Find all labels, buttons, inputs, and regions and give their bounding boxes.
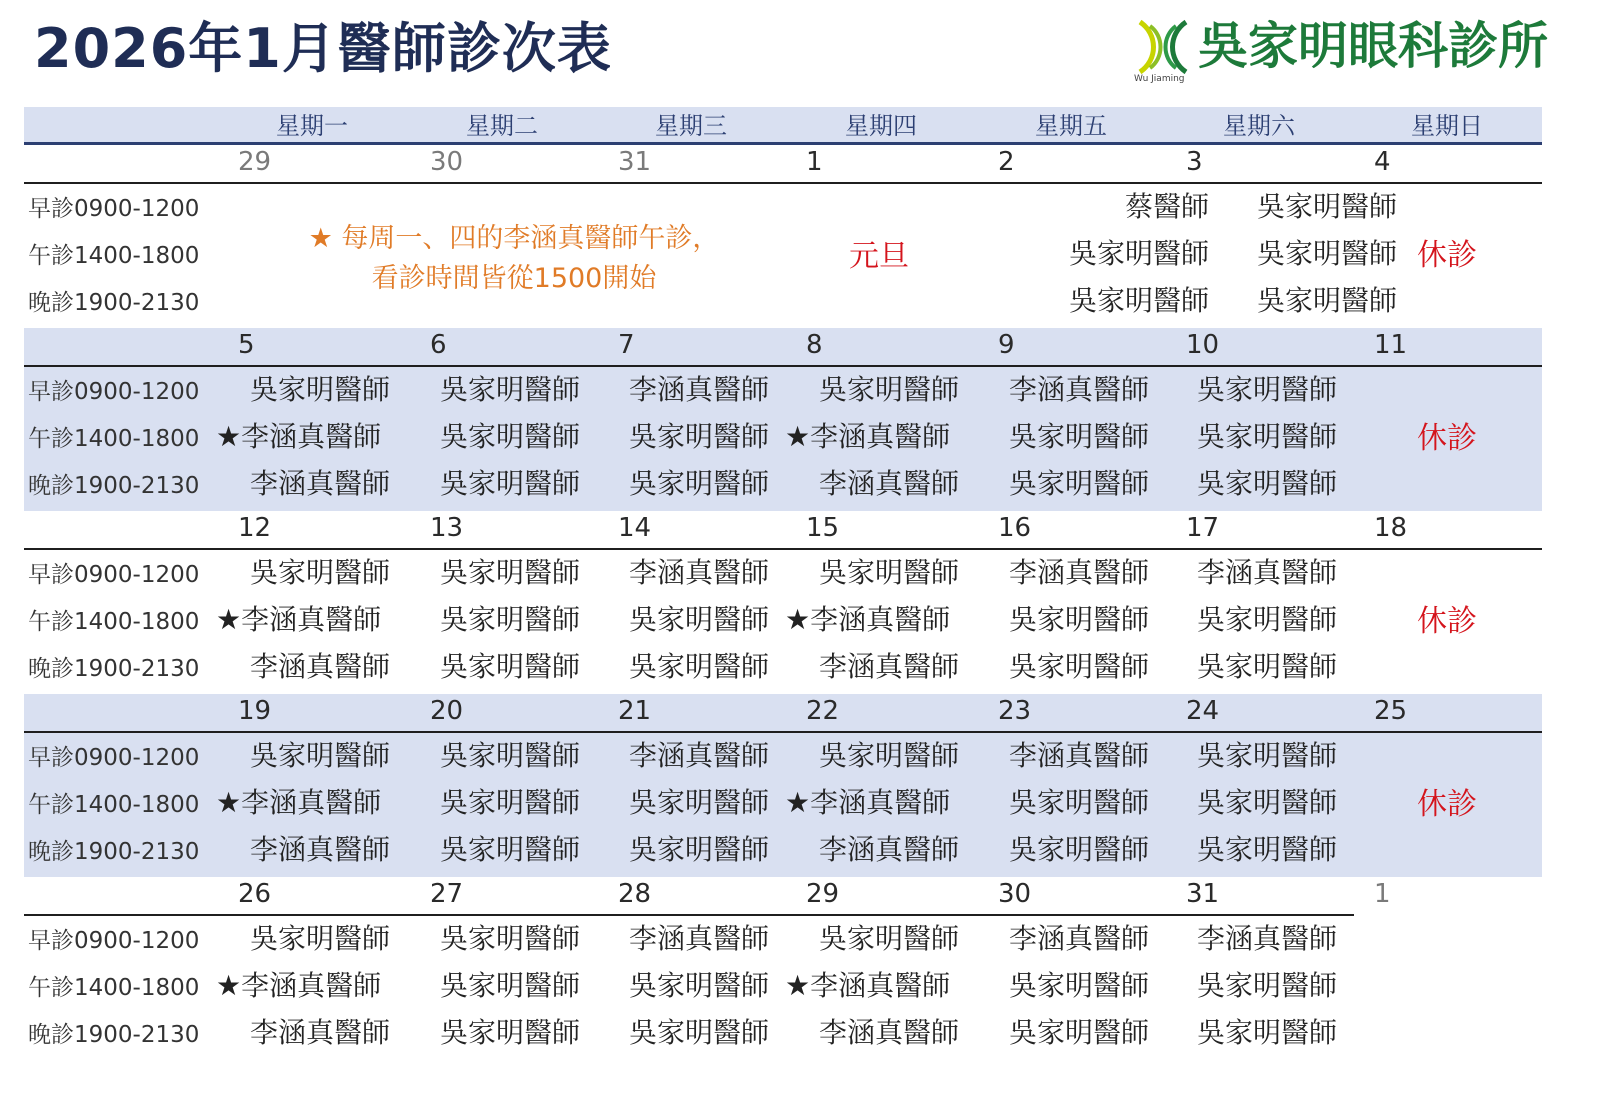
doctor-cell: 吳家明醫師 (1256, 237, 1397, 270)
doctor-cell: 吳家明醫師 (440, 603, 581, 636)
date-number: 22 (806, 696, 840, 726)
session-label: 晚診1900-2130 (28, 473, 200, 499)
doctor-cell: 吳家明醫師 (1197, 650, 1338, 683)
doctor-cell: 李涵真醫師 (629, 739, 770, 772)
doctor-cell: 吳家明醫師 (1009, 969, 1150, 1002)
session-label: 午診1400-1800 (28, 609, 200, 635)
date-number: 30 (430, 147, 464, 177)
doctor-cell: 吳家明醫師 (250, 922, 391, 955)
doctor-cell: 吳家明醫師 (1197, 786, 1338, 819)
doctor-cell: 李涵真醫師 (250, 833, 391, 866)
starred-doctor-cell: ★李涵真醫師 (785, 420, 951, 453)
date-number: 3 (1186, 147, 1203, 177)
clinic-logo-subtitle: Wu Jiaming (1134, 74, 1185, 84)
weekday-header-1: 星期一 (276, 112, 348, 140)
doctor-cell: 李涵真醫師 (250, 467, 391, 500)
date-number: 12 (238, 513, 272, 543)
date-number: 28 (618, 879, 652, 909)
sunday-closed-label: 休診 (1417, 787, 1477, 822)
date-number: 23 (998, 696, 1032, 726)
doctor-cell: 吳家明醫師 (1197, 739, 1338, 772)
date-number: 16 (998, 513, 1032, 543)
session-label: 晚診1900-2130 (28, 656, 200, 682)
starred-doctor-cell: ★李涵真醫師 (785, 603, 951, 636)
doctor-cell: 吳家明醫師 (819, 739, 960, 772)
doctor-cell: 吳家明醫師 (1197, 969, 1338, 1002)
doctor-cell: 吳家明醫師 (1009, 467, 1150, 500)
doctor-cell: 吳家明醫師 (1197, 833, 1338, 866)
doctor-cell: 吳家明醫師 (1197, 373, 1338, 406)
date-number: 5 (238, 330, 255, 360)
doctor-cell: 吳家明醫師 (440, 739, 581, 772)
date-number: 1 (806, 147, 823, 177)
doctor-cell: 李涵真醫師 (250, 1016, 391, 1049)
session-label: 午診1400-1800 (28, 975, 200, 1001)
doctor-cell: 吳家明醫師 (440, 556, 581, 589)
doctor-cell: 李涵真醫師 (1009, 373, 1150, 406)
weekday-header-3: 星期三 (655, 112, 727, 140)
date-number: 31 (1186, 879, 1220, 909)
starred-doctor-cell: ★李涵真醫師 (216, 420, 382, 453)
session-label: 早診0900-1200 (28, 562, 200, 588)
session-label: 早診0900-1200 (28, 928, 200, 954)
doctor-cell: 吳家明醫師 (440, 420, 581, 453)
doctor-cell: 吳家明醫師 (1009, 833, 1150, 866)
doctor-cell: 李涵真醫師 (1009, 556, 1150, 589)
week-divider (24, 731, 1542, 733)
session-label: 午診1400-1800 (28, 792, 200, 818)
date-number: 18 (1374, 513, 1408, 543)
page-title: 2026年1月醫師診次表 (34, 17, 612, 80)
clinic-logo (1132, 12, 1552, 92)
starred-doctor-cell: ★李涵真醫師 (216, 786, 382, 819)
date-number: 9 (998, 330, 1015, 360)
doctor-cell: 吳家明醫師 (250, 739, 391, 772)
doctor-cell: 蔡醫師 (1124, 190, 1209, 223)
doctor-cell: 吳家明醫師 (440, 373, 581, 406)
date-number: 2 (998, 147, 1015, 177)
starred-doctor-cell: ★李涵真醫師 (216, 603, 382, 636)
doctor-cell: 吳家明醫師 (440, 833, 581, 866)
doctor-cell: 李涵真醫師 (1197, 922, 1338, 955)
weekday-header-4: 星期四 (845, 112, 917, 140)
doctor-cell: 吳家明醫師 (1197, 603, 1338, 636)
week-divider (24, 365, 1542, 367)
doctor-cell: 李涵真醫師 (250, 650, 391, 683)
session-label: 午診1400-1800 (28, 426, 200, 452)
date-number: 19 (238, 696, 272, 726)
date-number: 24 (1186, 696, 1220, 726)
date-number: 8 (806, 330, 823, 360)
doctor-cell: 吳家明醫師 (1009, 603, 1150, 636)
doctor-cell: 吳家明醫師 (1068, 237, 1209, 270)
session-label: 早診0900-1200 (28, 379, 200, 405)
date-number: 26 (238, 879, 272, 909)
starred-doctor-cell: ★李涵真醫師 (785, 969, 951, 1002)
doctor-cell: 吳家明醫師 (1009, 1016, 1150, 1049)
date-number: 13 (430, 513, 464, 543)
doctor-cell: 吳家明醫師 (629, 467, 770, 500)
doctor-cell: 吳家明醫師 (819, 373, 960, 406)
date-number: 11 (1374, 330, 1408, 360)
doctor-cell: 李涵真醫師 (629, 373, 770, 406)
doctor-cell: 吳家明醫師 (440, 467, 581, 500)
date-number: 29 (238, 147, 272, 177)
weekday-header-2: 星期二 (466, 112, 538, 140)
doctor-cell: 李涵真醫師 (629, 922, 770, 955)
doctor-cell: 吳家明醫師 (1197, 420, 1338, 453)
week-divider (24, 548, 1542, 550)
weekday-header-6: 星期六 (1223, 112, 1295, 140)
doctor-cell: 吳家明醫師 (1197, 467, 1338, 500)
doctor-cell: 吳家明醫師 (629, 1016, 770, 1049)
doctor-cell: 吳家明醫師 (1068, 284, 1209, 317)
session-time-notice (234, 219, 794, 299)
doctor-cell: 李涵真醫師 (1009, 739, 1150, 772)
doctor-cell: 吳家明醫師 (1009, 650, 1150, 683)
doctor-cell: 吳家明醫師 (440, 650, 581, 683)
doctor-cell: 吳家明醫師 (819, 922, 960, 955)
date-number: 21 (618, 696, 652, 726)
doctor-cell: 吳家明醫師 (1197, 1016, 1338, 1049)
date-number: 29 (806, 879, 840, 909)
notice-text-1: 每周一、四的李涵真醫師午診， (341, 223, 720, 254)
doctor-cell: 吳家明醫師 (440, 1016, 581, 1049)
doctor-cell: 吳家明醫師 (1256, 284, 1397, 317)
weekday-header-5: 星期五 (1035, 112, 1107, 140)
starred-doctor-cell: ★李涵真醫師 (785, 786, 951, 819)
doctor-cell: 吳家明醫師 (629, 603, 770, 636)
doctor-cell: 吳家明醫師 (1009, 420, 1150, 453)
holiday-label: 元旦 (849, 239, 909, 274)
session-label: 早診0900-1200 (28, 745, 200, 771)
doctor-cell: 吳家明醫師 (629, 420, 770, 453)
doctor-cell: 李涵真醫師 (1009, 922, 1150, 955)
doctor-cell: 吳家明醫師 (250, 556, 391, 589)
notice-line-2: 看診時間皆從1500開始 (371, 263, 657, 294)
session-label: 晚診1900-2130 (28, 1022, 200, 1048)
doctor-cell: 吳家明醫師 (1256, 190, 1397, 223)
sunday-closed-label: 休診 (1417, 238, 1477, 273)
date-number: 27 (430, 879, 464, 909)
doctor-cell: 吳家明醫師 (629, 650, 770, 683)
week-divider (24, 914, 1354, 916)
doctor-cell: 李涵真醫師 (819, 467, 960, 500)
session-label: 晚診1900-2130 (28, 290, 200, 316)
date-number: 7 (618, 330, 635, 360)
date-number: 1 (1374, 879, 1391, 909)
notice-line-1 (234, 219, 794, 259)
week-divider (24, 182, 1542, 184)
doctor-cell: 李涵真醫師 (1197, 556, 1338, 589)
sunday-closed-label: 休診 (1417, 604, 1477, 639)
date-number: 6 (430, 330, 447, 360)
doctor-cell: 吳家明醫師 (440, 786, 581, 819)
date-number: 17 (1186, 513, 1220, 543)
session-label: 晚診1900-2130 (28, 839, 200, 865)
session-label: 早診0900-1200 (28, 196, 200, 222)
doctor-cell: 吳家明醫師 (440, 922, 581, 955)
doctor-cell: 李涵真醫師 (819, 1016, 960, 1049)
sunday-closed-label: 休診 (1417, 421, 1477, 456)
doctor-cell: 吳家明醫師 (629, 786, 770, 819)
star-icon: ★ (308, 223, 342, 254)
date-number: 4 (1374, 147, 1391, 177)
date-number: 25 (1374, 696, 1408, 726)
weekday-header-7: 星期日 (1411, 112, 1483, 140)
schedule-calendar (24, 107, 1542, 1077)
session-label: 午診1400-1800 (28, 243, 200, 269)
date-number: 10 (1186, 330, 1220, 360)
doctor-cell: 李涵真醫師 (819, 833, 960, 866)
clinic-logo-icon (1136, 18, 1190, 76)
date-number: 31 (618, 147, 652, 177)
doctor-cell: 李涵真醫師 (819, 650, 960, 683)
doctor-cell: 吳家明醫師 (1009, 786, 1150, 819)
doctor-cell: 李涵真醫師 (629, 556, 770, 589)
doctor-cell: 吳家明醫師 (629, 833, 770, 866)
starred-doctor-cell: ★李涵真醫師 (216, 969, 382, 1002)
doctor-cell: 吳家明醫師 (819, 556, 960, 589)
date-number: 20 (430, 696, 464, 726)
doctor-cell: 吳家明醫師 (629, 969, 770, 1002)
clinic-name: 吳家明眼科診所 (1198, 17, 1548, 75)
date-number: 14 (618, 513, 652, 543)
date-number: 15 (806, 513, 840, 543)
doctor-cell: 吳家明醫師 (440, 969, 581, 1002)
doctor-cell: 吳家明醫師 (250, 373, 391, 406)
date-number: 30 (998, 879, 1032, 909)
